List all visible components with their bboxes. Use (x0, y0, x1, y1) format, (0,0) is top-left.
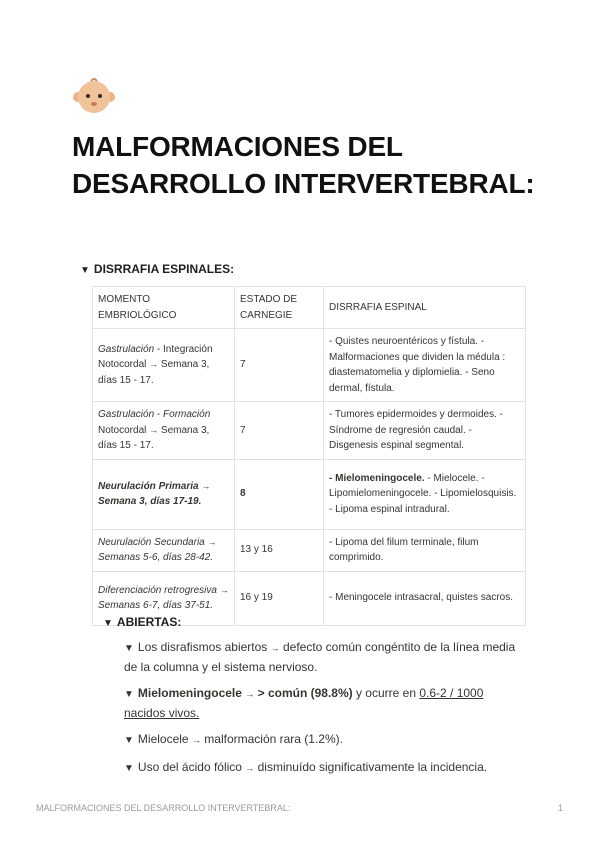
bullet-text: defecto común congéntito de la línea media de la columna y el sistema nervioso. (124, 640, 516, 674)
disrrafia-heading: DISRRAFIA ESPINALES: (93, 262, 235, 276)
table-cell-momento (93, 329, 235, 402)
table-row (93, 459, 526, 529)
table-cell-disrrafia (324, 459, 526, 529)
list-item (124, 758, 524, 778)
momento-text: Diferenciación retrogresiva (98, 584, 217, 596)
table-cell-momento (93, 402, 235, 460)
table-row (93, 329, 526, 402)
momento-text: Gastrulación (98, 343, 155, 355)
table-header-momento: MOMENTO EMBRIOLÓGICO (93, 287, 235, 329)
toggle-triangle-icon[interactable]: ▼ (124, 763, 134, 774)
toggle-triangle-icon[interactable]: ▼ (103, 618, 113, 629)
disrrafia-table (92, 286, 526, 626)
table-cell-estado: 7 (235, 402, 324, 460)
disrrafia-toggle[interactable] (80, 262, 234, 276)
arrow-right-icon: → (191, 735, 201, 745)
arrow-right-icon: → (207, 536, 217, 547)
list-item (124, 638, 524, 676)
momento-text: Semana 3, días 15 - 17. (98, 359, 210, 386)
momento-text: Semana 3, días 15 - 17. (98, 424, 210, 451)
bullet-text: malformación rara (1.2%). (200, 732, 343, 746)
table-cell-momento (93, 529, 235, 571)
bullet-text: Mielocele (137, 732, 192, 746)
toggle-triangle-icon[interactable]: ▼ (124, 735, 134, 746)
arrow-right-icon: → (270, 643, 280, 653)
momento-text: Semanas 6-7, días 37-51. (98, 600, 214, 611)
footer-title: MALFORMACIONES DEL DESARROLLO INTERVERTEBRAL: (36, 803, 291, 813)
page-title: MALFORMACIONES DEL DESARROLLO INTERVERTEBRAL: (72, 131, 535, 199)
table-header-disrrafia: DISRRAFIA ESPINAL (324, 287, 526, 329)
bullet-bold-text: Mielomeningocele (137, 686, 246, 700)
arrow-right-icon: → (245, 763, 255, 773)
table-cell-estado: 16 y 19 (235, 571, 324, 625)
arrow-right-icon: → (149, 424, 159, 435)
table-cell-disrrafia: - Meningocele intrasacral, quistes sacros. (324, 571, 526, 625)
list-item (124, 684, 524, 722)
momento-text: Notocordal (98, 424, 150, 436)
arrow-right-icon: → (201, 480, 211, 491)
table-cell-disrrafia: - Lipoma del filum terminale, filum comprimido. (324, 529, 526, 571)
table-row (93, 402, 526, 460)
table-header-estado: ESTADO DE CARNEGIE (235, 287, 324, 329)
toggle-triangle-icon[interactable]: ▼ (124, 689, 134, 700)
arrow-right-icon: → (245, 689, 255, 699)
list-item (124, 730, 524, 750)
toggle-triangle-icon[interactable]: ▼ (80, 265, 90, 276)
table-header-row (93, 287, 526, 329)
abiertas-heading: ABIERTAS: (116, 615, 182, 629)
baby-face-icon (72, 76, 116, 116)
arrow-right-icon: → (149, 359, 159, 370)
table-cell-estado: 7 (235, 329, 324, 402)
footer-page-number: 1 (557, 803, 563, 813)
table-cell-estado: 13 y 16 (235, 529, 324, 571)
momento-text: Semanas 5-6, días 28-42. (98, 552, 214, 563)
momento-text: - Integración Notocordal (98, 343, 213, 371)
arrow-right-icon: → (219, 584, 229, 595)
toggle-triangle-icon[interactable]: ▼ (124, 643, 134, 654)
bullet-text: Los disrafismos abiertos (137, 640, 271, 654)
table-cell-disrrafia: - Quistes neuroentéricos y fístula. - Malformaciones que dividen la médula : diastematomelia y diplomielia. - Seno dermal, fístula. (324, 329, 526, 402)
abiertas-list (124, 638, 524, 786)
bullet-bold-text: > común (98.8%) (254, 686, 353, 700)
bullet-underlined-text: 0.6-2 / 1000 nacidos vivos. (124, 686, 484, 720)
momento-text: Neurulación Secundaria (98, 536, 205, 548)
momento-text: Semana 3, días 17-19. (98, 496, 202, 507)
bullet-text: Uso del ácido fólico (137, 760, 246, 774)
momento-text: Gastrulación - Formación (98, 409, 211, 420)
bullet-text: y ocurre en (352, 686, 420, 700)
abiertas-toggle[interactable] (103, 615, 181, 629)
table-cell-disrrafia: - Tumores epidermoides y dermoides. - Síndrome de regresión caudal. - Disgenesis espinal segmental. (324, 402, 526, 460)
disrrafia-text: - Mielocele. - Lipomielomeningocele. - Lipomielosquisis. - Lipoma espinal intradural. (329, 472, 517, 515)
bullet-text: disminuído significativamente la incidencia. (254, 760, 488, 774)
momento-text: Neurulación Primaria (98, 480, 199, 492)
table-cell-momento (93, 459, 235, 529)
table-row (93, 529, 526, 571)
table-cell-estado: 8 (235, 459, 324, 529)
disrrafia-bold-text: - Mielomeningocele. (329, 472, 425, 484)
